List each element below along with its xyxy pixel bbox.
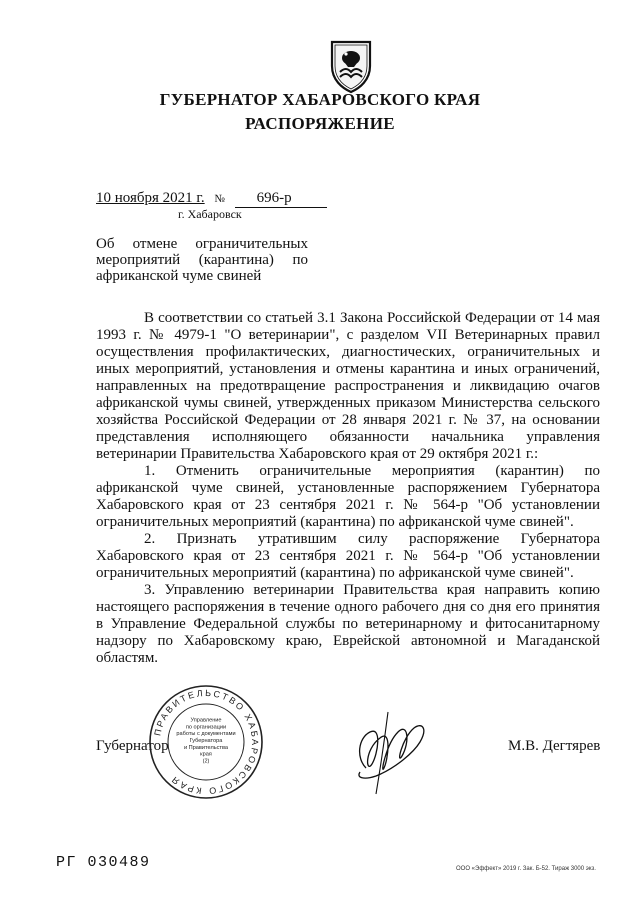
official-stamp	[148, 684, 264, 800]
coat-of-arms-icon	[326, 36, 376, 94]
stamp-line: работы с документами	[176, 731, 236, 738]
stamp-line: и Правительства	[184, 744, 228, 751]
stamp-line: края	[200, 751, 212, 758]
subject-line: африканской чуме свиней	[96, 268, 262, 284]
item-paragraph: 3. Управлению ветеринарии Правительства края направить копию настоящего распоряжения в течение одного рабочего дня со дня его принятия в Управление Федеральной службы по ветеринарному и фитосанитарному надзору по Хабаровскому краю, Еврейской автономной и Магаданской областям.	[96, 582, 600, 666]
signatory-name: М.В. Дегтярев	[508, 738, 601, 754]
handwritten-signature	[336, 698, 440, 802]
printer-imprint: ООО «Эффект» 2019 г. Зак. Б-52. Тираж 3000 экз.	[456, 866, 596, 872]
document-body	[96, 310, 600, 667]
date-number-line	[96, 190, 327, 208]
stamp-line: Губернатора	[189, 738, 223, 744]
number-sign: №	[214, 193, 225, 205]
item-paragraph: 1. Отменить ограничительные мероприятия (карантин) по африканской чуме свиней, установленные распоряжением Губернатора Хабаровского края от 23 сентября 2021 г. № 564-р "Об установлении ограничительных мероприятий (карантина) по африканской чуме свиней".	[96, 463, 600, 530]
document-number: 696-р	[235, 190, 327, 208]
registration-number: РГ 030489	[56, 854, 151, 871]
stamp-line: (2)	[202, 758, 210, 765]
issuer-title: ГУБЕРНАТОР ХАБАРОВСКОГО КРАЯ	[159, 90, 481, 109]
subject-line: Об отмене ограничительных	[96, 236, 308, 252]
subject-line: мероприятий (карантина) по	[96, 252, 308, 268]
document-type: РАСПОРЯЖЕНИЕ	[245, 114, 395, 133]
preamble-paragraph: В соответствии со статьей 3.1 Закона Российской Федерации от 14 мая 1993 г. № 4979-1 "О ветеринарии", с разделом VII Ветеринарных правил осуществления профилактических, диагностических, ограничительных и иных мероприятий, установления и отмены карантина и иных ограничений, направленных на предотвращение распространения и ликвидацию очагов африканской чумы свиней, утвержденных приказом Министерства сельского хозяйства Российской Федерации от 28 января 2021 г. № 37, на основании представления исполняющего обязанности начальника управления ветеринарии Правительства Хабаровского края от 29 октября 2021 г.:	[96, 310, 600, 462]
svg-text:ПРАВИТЕЛЬСТВО ХАБАРОВСКОГО КРА: ПРАВИТЕЛЬСТВО ХАБАРОВСКОГО КРАЯ	[152, 687, 261, 797]
stamp-line: по организации	[185, 724, 227, 731]
item-paragraph: 2. Признать утратившим силу распоряжение Губернатора Хабаровского края от 23 сентября 2021 г. № 564-р "Об установлении ограничительных мероприятий (карантина) по африканской чуме свиней".	[96, 531, 600, 581]
stamp-line: Управление	[190, 717, 222, 724]
subject-heading	[96, 236, 308, 284]
document-date: 10 ноября 2021 г.	[96, 190, 205, 206]
issue-city: г. Хабаровск	[178, 207, 242, 221]
signatory-position: Губернатор	[96, 738, 169, 754]
